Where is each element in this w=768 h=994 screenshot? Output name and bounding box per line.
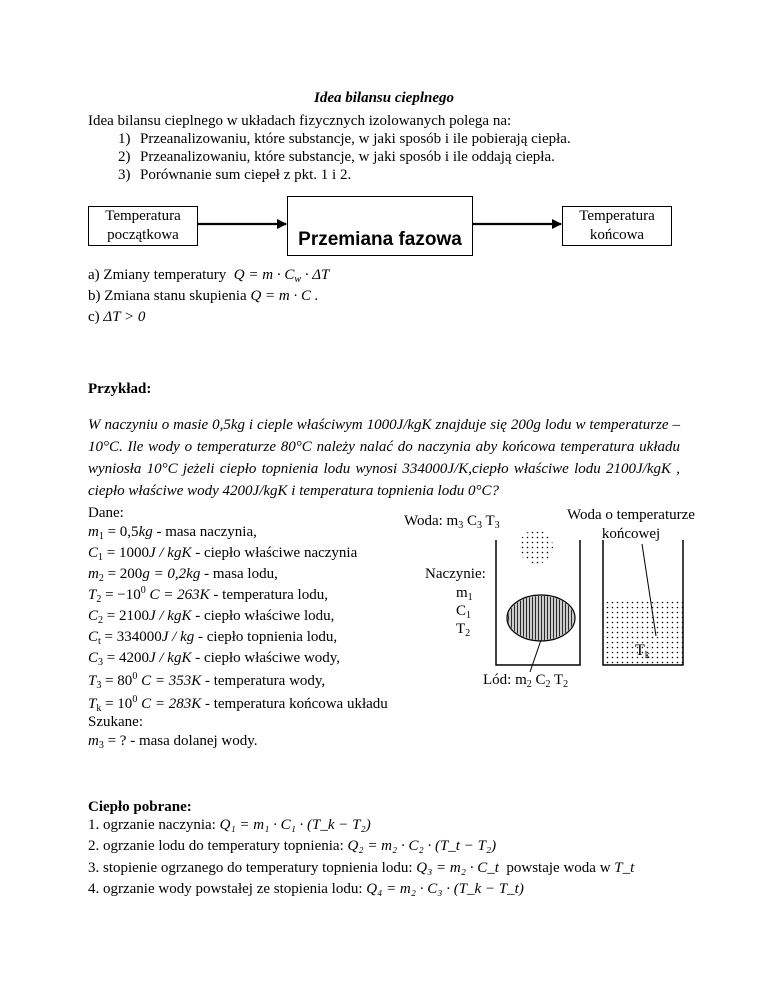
given-unit: g = 0,2kg <box>142 566 201 582</box>
given-eq: = 334000 <box>100 629 162 645</box>
absorbed-text: ogrzanie naczynia: <box>103 817 216 833</box>
list-item-text: Porównanie sum ciepeł z pkt. 1 i 2. <box>140 167 352 183</box>
absorbed-item <box>88 838 496 855</box>
absorbed-formula: Q₃ = m₂ · C_t <box>416 860 499 876</box>
case-b-formula: Q = m · C . <box>250 288 319 304</box>
given-eq: = 4200 <box>103 650 149 666</box>
absorbed-tail: powstaje woda w <box>506 860 611 876</box>
water-c: C <box>463 513 477 529</box>
case-a-tail: · ΔT <box>301 267 330 283</box>
given-desc: - temperatura wody, <box>201 673 326 689</box>
given-symbol: C <box>88 545 99 561</box>
given-sub: 2 <box>98 573 104 584</box>
vessel-mass <box>456 585 473 602</box>
case-c-label: c) <box>88 309 100 325</box>
vessel-temp <box>456 621 470 638</box>
given-eq: = 0,5 <box>103 524 139 540</box>
vessel-heat <box>456 603 471 620</box>
given-symbol: T <box>88 696 97 712</box>
list-number: 3) <box>118 167 131 183</box>
given-symbol: C <box>88 650 99 666</box>
case-a-sub: w <box>294 274 301 285</box>
given-desc: - masa lodu, <box>200 566 278 582</box>
vessel-m-sub: 1 <box>467 592 473 603</box>
ice-label-text: Lód: m <box>483 672 527 688</box>
list-number: 2) <box>118 149 131 165</box>
given-unit: J / kgK <box>148 650 192 666</box>
given-eq: = 80 <box>101 673 133 689</box>
water-t-sub: 3 <box>494 520 500 531</box>
given-desc: - ciepło właściwe wody, <box>191 650 341 666</box>
final-water-label-1: Woda o temperaturze <box>567 507 695 523</box>
given-eq: = 10 <box>101 696 133 712</box>
given-symbol: C <box>88 608 99 624</box>
given-unit: C = 353K <box>141 673 202 689</box>
vessel-heading: Naczynie: <box>425 566 486 582</box>
absorbed-text: ogrzanie wody powstałej ze stopienia lodu: <box>103 881 363 897</box>
final-temp-sub: k <box>644 650 650 661</box>
absorbed-number: 1. <box>88 817 100 833</box>
vessel-c: C <box>456 603 467 619</box>
end-temperature-label-2: końcowa <box>589 227 645 243</box>
phase-change-label: Przemiana fazowa <box>298 229 462 250</box>
degree-sup: 0 <box>132 694 138 705</box>
final-temp-t: T <box>635 642 645 659</box>
absorbed-item <box>88 817 371 834</box>
absorbed-heading: Ciepło pobrane: <box>88 799 192 815</box>
start-temperature-label-1: Temperatura <box>105 208 181 224</box>
given-symbol: m <box>88 524 99 540</box>
ice-t: T <box>550 672 564 688</box>
problem-text: W naczyniu o masie 0,5kg i cieple właściwym 1000J/kgK znajduje się 200g lodu w temperaturze –10°C. Ile wody o temperaturze 80°C należy nalać do naczynia aby końcowa temperatura układu wyniosła 10°C jeżeli ciepło topnienia lodu wynosi 334000J/K,ciepło właściwe lodu 2100J/kgK , ciepło właściwe wody 4200J/kgK i temperatura topnienia lodu 0°C? <box>88 417 680 499</box>
case-a-formula: Q = m · C <box>233 267 295 283</box>
given-desc: - ciepło właściwe naczynia <box>191 545 358 561</box>
given-unit: C = 263K <box>149 587 210 603</box>
sought-symbol: m <box>88 733 99 749</box>
final-water-label <box>556 506 706 544</box>
sought-item <box>88 733 258 750</box>
ice-label <box>483 672 568 689</box>
absorbed-number: 3. <box>88 860 100 876</box>
given-desc: - ciepło topnienia lodu, <box>194 629 338 645</box>
given-symbol: C <box>88 629 99 645</box>
vessel-t: T <box>456 621 466 637</box>
vessel-m: m <box>456 585 468 601</box>
given-symbol: T <box>88 587 97 603</box>
given-eq: = 200 <box>103 566 143 582</box>
ice-m-sub: 2 <box>526 679 532 690</box>
start-temperature-label-2: początkowa <box>107 227 179 243</box>
water-m-sub: 3 <box>458 520 464 531</box>
water-droplet <box>519 530 553 564</box>
ice-pointer <box>530 640 541 672</box>
sought-eq: = ? <box>103 733 127 749</box>
intro-text: Idea bilansu cieplnego w układach fizycznych izolowanych polega na: <box>88 113 512 129</box>
absorbed-formula: Q₂ = m₂ · C₂ · (T_t − T₂) <box>347 838 497 854</box>
given-eq: = −10 <box>101 587 141 603</box>
water-t: T <box>481 513 495 529</box>
given-sub: 1 <box>98 552 104 563</box>
ice-c-sub: 2 <box>545 679 551 690</box>
given-eq: = 2100 <box>103 608 149 624</box>
given-unit: kg <box>138 524 153 540</box>
case-a-label: a) Zmiany temperatury <box>88 267 227 283</box>
given-symbol: T <box>88 673 97 689</box>
vessel-t-sub: 2 <box>465 628 471 639</box>
case-b-label: b) Zmiana stanu skupienia <box>88 288 247 304</box>
absorbed-formula: Q₁ = m₁ · C₁ · (T_k − T₂) <box>219 817 371 833</box>
final-temp-label <box>635 642 650 660</box>
given-sub: 2 <box>96 594 102 605</box>
given-sub: 3 <box>98 657 104 668</box>
case-c-formula: ΔT > 0 <box>103 309 146 325</box>
given-desc: - temperatura końcowa układu <box>201 696 388 712</box>
given-unit: J / kgK <box>148 608 192 624</box>
ice-block-hatch <box>508 596 574 640</box>
list-item-text: Przeanalizowaniu, które substancje, w jaki sposób i ile oddają ciepła. <box>140 149 555 165</box>
ice-t-sub: 2 <box>563 679 569 690</box>
water-label <box>404 513 500 530</box>
given-unit: C = 283K <box>141 696 202 712</box>
absorbed-item <box>88 860 634 877</box>
given-desc: - masa naczynia, <box>152 524 257 540</box>
given-desc: - ciepło właściwe lodu, <box>191 608 335 624</box>
given-desc: - temperatura lodu, <box>209 587 328 603</box>
sought-heading: Szukane: <box>88 714 143 730</box>
degree-sup: 0 <box>132 671 138 682</box>
degree-sup: 0 <box>140 585 146 596</box>
given-heading: Dane: <box>88 505 124 521</box>
vessel-c-sub: 1 <box>466 610 472 621</box>
given-symbol: m <box>88 566 99 582</box>
end-temperature-label-1: Temperatura <box>579 208 655 224</box>
given-sub: 1 <box>98 531 104 542</box>
water-c-sub: 3 <box>476 520 482 531</box>
final-water-label-2: końcowej <box>601 526 661 542</box>
list-number: 1) <box>118 131 131 147</box>
absorbed-tail-symbol: T_t <box>614 860 635 876</box>
given-unit: J / kgK <box>148 545 192 561</box>
water-label-text: Woda: m <box>404 513 459 529</box>
example-heading: Przykład: <box>88 381 152 397</box>
given-sub: t <box>98 636 101 647</box>
given-unit: J / kg <box>161 629 195 645</box>
absorbed-formula: Q₄ = m₂ · C₃ · (T_k − T_t) <box>366 881 524 897</box>
absorbed-text: stopienie ogrzanego do temperatury topnienia lodu: <box>103 860 413 876</box>
absorbed-number: 4. <box>88 881 100 897</box>
absorbed-item <box>88 881 524 898</box>
given-sub: k <box>96 703 102 714</box>
sought-sub: 3 <box>98 740 104 751</box>
list-item-text: Przeanalizowaniu, które substancje, w jaki sposób i ile pobierają ciepła. <box>140 131 571 147</box>
given-sub: 3 <box>96 680 102 691</box>
page-title: Idea bilansu cieplnego <box>313 90 454 106</box>
given-eq: = 1000 <box>103 545 149 561</box>
absorbed-number: 2. <box>88 838 100 854</box>
given-sub: 2 <box>98 615 104 626</box>
ice-c: C <box>531 672 546 688</box>
sought-desc: - masa dolanej wody. <box>126 733 258 749</box>
absorbed-text: ogrzanie lodu do temperatury topnienia: <box>103 838 344 854</box>
